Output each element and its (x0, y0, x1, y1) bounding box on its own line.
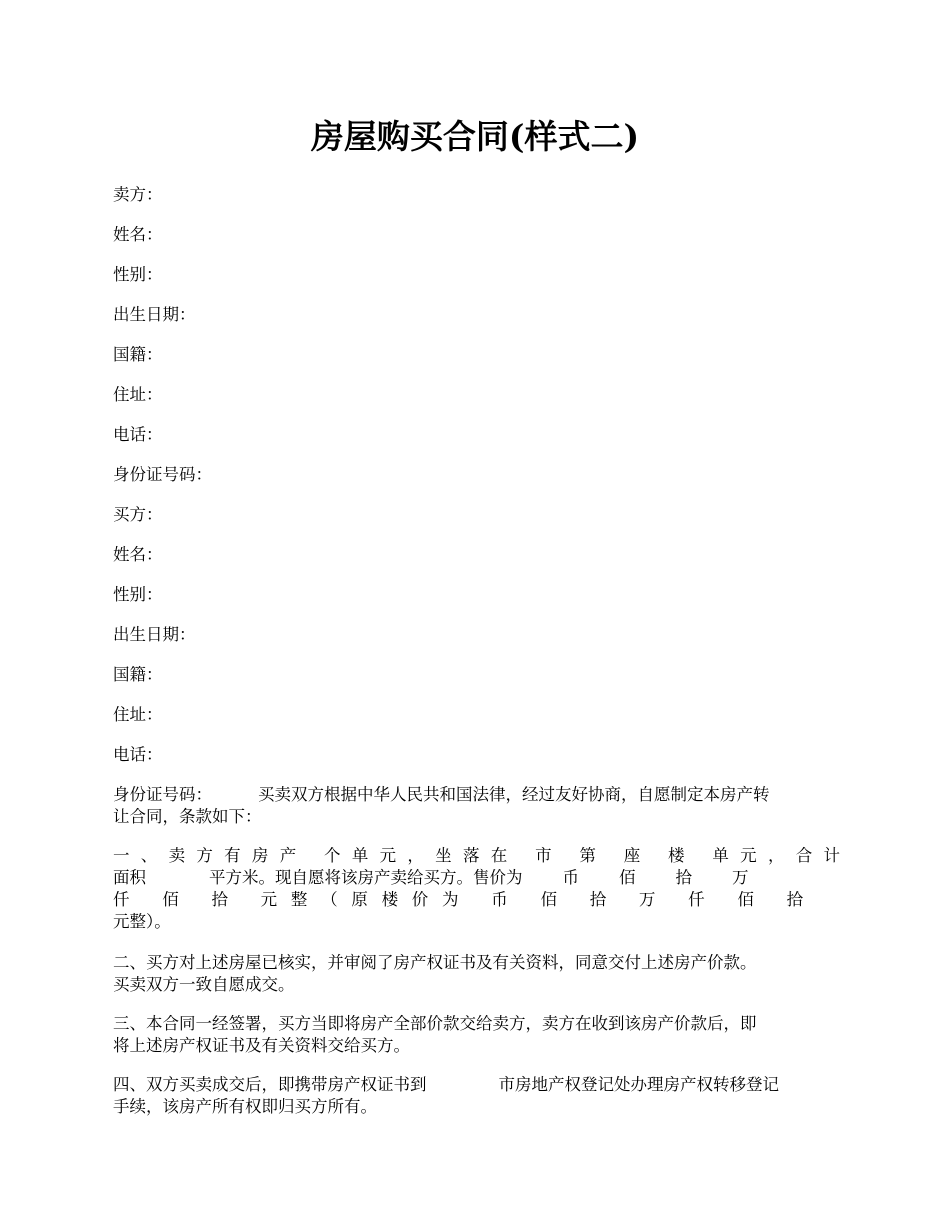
clause-2 (113, 952, 840, 996)
clause-2-line-1: 二、买方对上述房屋已核实，并审阅了房产权证书及有关资料，同意交付上述房产价款。 (113, 953, 757, 972)
clause-3 (113, 1013, 840, 1057)
buyer-address-label: 住址： (113, 705, 163, 724)
seller-name-label: 姓名： (113, 225, 163, 244)
buyer-name-label: 姓名： (113, 545, 163, 564)
buyer-phone-label: 电话： (113, 745, 163, 764)
clause-3-line-1: 三、本合同一经签署，买方当即将房产全部价款交给卖方，卖方在收到该房产价款后，即 (113, 1014, 757, 1033)
seller-nationality-label: 国籍： (113, 345, 163, 364)
clause-4-line-1: 四、双方买卖成交后，即携带房产权证书到 市房地产权登记处办理房产权转移登记 (113, 1075, 779, 1094)
buyer-birth-label: 出生日期： (113, 625, 196, 644)
clause-1 (113, 845, 840, 933)
intro-line-2: 让合同，条款如下： (113, 807, 262, 826)
clause-1-line-3: 仟 佰 拾 元整（原楼价为 币 佰 拾 万 仟 佰 拾 (113, 890, 804, 909)
clause-4-line-2: 手续，该房产所有权即归买方所有。 (113, 1097, 377, 1116)
seller-id-label: 身份证号码： (113, 465, 212, 484)
buyer-id-label: 身份证号码： (113, 785, 212, 804)
clause-1-line-4: 元整）。 (113, 912, 171, 931)
seller-address-label: 住址： (113, 385, 163, 404)
intro-text-1: 买卖双方根据中华人民共和国法律，经过友好协商，自愿制定本房产转 (258, 785, 770, 804)
clause-3-line-2: 将上述房产权证书及有关资料交给买方。 (113, 1036, 410, 1055)
seller-heading: 卖方： (113, 185, 163, 204)
seller-birth-label: 出生日期： (113, 305, 196, 324)
clause-1-line-2: 面积 平方米。现自愿将该房产卖给买方。售价为 币 佰 拾 万 (113, 868, 749, 887)
buyer-nationality-label: 国籍： (113, 665, 163, 684)
intro-line-1 (113, 784, 840, 806)
clause-4 (113, 1074, 840, 1118)
intro-paragraph (113, 784, 840, 828)
seller-phone-label: 电话： (113, 425, 163, 444)
clause-2-line-2: 买卖双方一致自愿成交。 (113, 975, 295, 994)
contract-title: 房屋购买合同(样式二) (310, 117, 640, 156)
buyer-heading: 买方： (113, 505, 163, 524)
clause-1-line-1: 一、卖方有房产 个单元，坐落在 市 第 座 楼 单元，合计 (113, 846, 841, 865)
seller-gender-label: 性别： (113, 265, 163, 284)
buyer-gender-label: 性别： (113, 585, 163, 604)
